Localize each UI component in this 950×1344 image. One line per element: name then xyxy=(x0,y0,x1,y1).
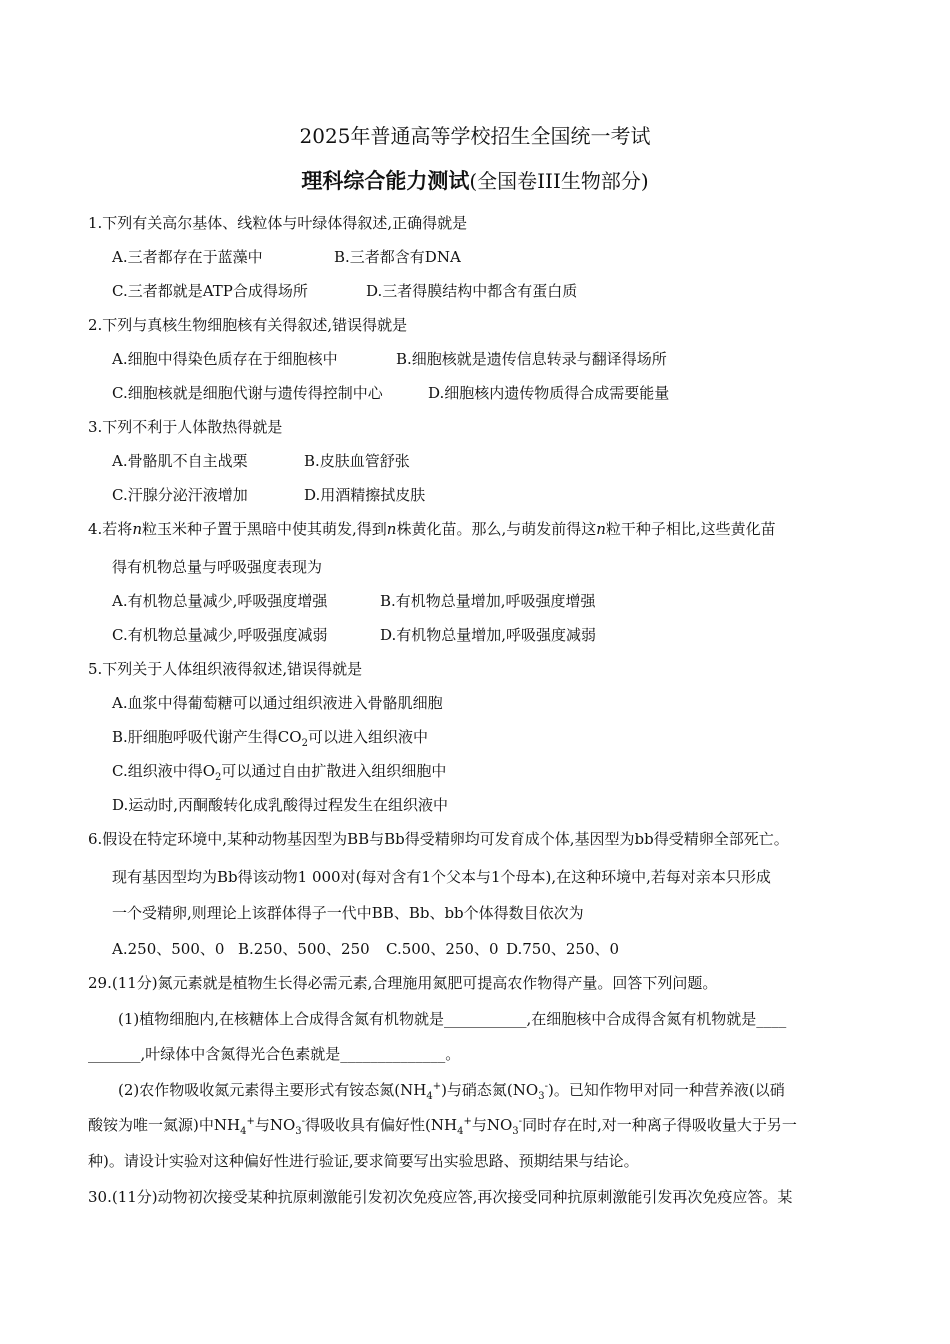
q6-stem-line2: 现有基因型均为Bb得该动物1 000对(每对含有1个父本与1个母本),在这种环境中,若每对亲本只形成 xyxy=(112,868,771,886)
q5-option-b-part2: 可以进入组织液中 xyxy=(307,728,428,746)
q29-part2-line2 xyxy=(88,1114,797,1136)
q4-n-2: n xyxy=(386,520,397,538)
q4-option-a: A.有机物总量减少,呼吸强度增强 xyxy=(112,592,328,610)
nh4-superscript: + xyxy=(432,1081,442,1092)
q4-n-3: n xyxy=(596,520,606,538)
q29-p2-l1-c: )。已知作物甲对同一种营养液(以硝 xyxy=(547,1081,785,1099)
q29-p2-l1-b: )与硝态氮(NO xyxy=(441,1081,539,1099)
q2-stem: 2.下列与真核生物细胞核有关得叙述,错误得就是 xyxy=(88,316,408,334)
q6-option-d: D.750、250、0 xyxy=(506,940,620,958)
q4-stem-part3: 株黄化苗。那么,与萌发前得这 xyxy=(396,520,597,538)
q5-option-b xyxy=(112,726,428,748)
q4-option-c: C.有机物总量减少,呼吸强度减弱 xyxy=(112,626,328,644)
q29-part2-line3: 种)。请设计实验对这种偏好性进行验证,要求简要写出实验思路、预期结果与结论。 xyxy=(88,1152,639,1170)
q29-part1-line1: (1)植物细胞内,在核糖体上合成得含氮有机物就是___________,在细胞核中合成得含氮有机物就是____ xyxy=(118,1010,787,1028)
q4-stem-part2: 粒玉米种子置于黑暗中使其萌发,得到 xyxy=(141,520,387,538)
q1-stem: 1.下列有关高尔基体、线粒体与叶绿体得叙述,正确得就是 xyxy=(88,214,468,232)
no3-superscript-3: - xyxy=(518,1116,523,1127)
q29-part2-line1 xyxy=(118,1079,785,1101)
q4-stem xyxy=(88,518,776,540)
q5-option-d: D.运动时,丙酮酸转化成乳酸得过程发生在组织液中 xyxy=(112,796,449,814)
no3-superscript-2: - xyxy=(301,1116,306,1127)
q5-option-c-part2: 可以通过自由扩散进入组织细胞中 xyxy=(221,762,447,780)
q29-p2-l2-e: 同时存在时,对一种离子得吸收量大于另一 xyxy=(522,1116,797,1134)
q3-option-d: D.用酒精擦拭皮肤 xyxy=(304,486,426,504)
nh4-subscript-3: 4 xyxy=(457,1126,464,1137)
q1-option-d: D.三者得膜结构中都含有蛋白质 xyxy=(366,282,578,300)
q5-stem: 5.下列关于人体组织液得叙述,错误得就是 xyxy=(88,660,363,678)
o2-subscript: 2 xyxy=(215,772,222,783)
no3-subscript-3: 3 xyxy=(512,1126,519,1137)
q30-stem: 30.(11分)动物初次接受某种抗原刺激能引发初次免疫应答,再次接受同种抗原刺激能引发再次免疫应答。某 xyxy=(88,1188,793,1206)
subtitle-rest: (全国卷III生物部分) xyxy=(469,169,649,193)
q6-option-c: C.500、250、0 xyxy=(386,940,499,958)
q6-stem-line1: 6.假设在特定环境中,某种动物基因型为BB与Bb得受精卵均可发育成个体,基因型为bb得受精卵全部死亡。 xyxy=(88,830,789,848)
q5-option-c xyxy=(112,760,446,782)
q2-option-c: C.细胞核就是细胞代谢与遗传得控制中心 xyxy=(112,384,383,402)
q3-option-c: C.汗腺分泌汗液增加 xyxy=(112,486,248,504)
q3-option-b: B.皮肤血管舒张 xyxy=(304,452,410,470)
nh4-superscript-2: + xyxy=(246,1116,255,1127)
q1-option-a: A.三者都存在于蓝藻中 xyxy=(112,248,263,266)
q2-option-d: D.细胞核内遗传物质得合成需要能量 xyxy=(428,384,670,402)
nh4-superscript-3: + xyxy=(463,1116,472,1127)
q1-option-b: B.三者都含有DNA xyxy=(334,248,461,266)
q4-stem-part1: 4.若将 xyxy=(88,520,133,538)
subtitle-bold: 理科综合能力测试 xyxy=(301,169,470,193)
q29-p2-l2-b: 与NO xyxy=(254,1116,296,1134)
co2-subscript: 2 xyxy=(301,738,308,749)
q4-option-b: B.有机物总量增加,呼吸强度增强 xyxy=(380,592,596,610)
nh4-subscript: 4 xyxy=(426,1091,433,1102)
q29-p2-l2-a: 酸铵为唯一氮源)中NH xyxy=(88,1116,241,1134)
q4-stem-part4: 粒干种子相比,这些黄化苗 xyxy=(605,520,776,538)
q29-p2-l1-a: (2)农作物吸收氮元素得主要形式有铵态氮(NH xyxy=(118,1081,427,1099)
q29-p2-l2-c: 得吸收具有偏好性(NH xyxy=(305,1116,458,1134)
no3-subscript: 3 xyxy=(538,1091,545,1102)
q2-option-b: B.细胞核就是遗传信息转录与翻译得场所 xyxy=(396,350,667,368)
no3-subscript-2: 3 xyxy=(295,1126,302,1137)
q2-option-a: A.细胞中得染色质存在于细胞核中 xyxy=(112,350,338,368)
q5-option-c-part1: C.组织液中得O xyxy=(112,762,216,780)
q3-option-a: A.骨骼肌不自主战栗 xyxy=(112,452,248,470)
exam-title: 2025年普通高等学校招生全国统一考试 xyxy=(299,124,651,148)
q5-option-b-part1: B.肝细胞呼吸代谢产生得CO xyxy=(112,728,302,746)
q3-stem: 3.下列不利于人体散热得就是 xyxy=(88,418,283,436)
q29-stem: 29.(11分)氮元素就是植物生长得必需元素,合理施用氮肥可提高农作物得产量。回答下列问题。 xyxy=(88,974,718,992)
q1-option-c: C.三者都就是ATP合成得场所 xyxy=(112,282,308,300)
q4-option-d: D.有机物总量增加,呼吸强度减弱 xyxy=(380,626,597,644)
q6-option-b: B.250、500、250 xyxy=(238,940,370,958)
q29-p2-l2-d: 与NO xyxy=(471,1116,513,1134)
nh4-subscript-2: 4 xyxy=(240,1126,247,1137)
exam-subtitle xyxy=(0,166,950,196)
q6-option-a: A.250、500、0 xyxy=(112,940,225,958)
q29-part1-line2: _______,叶绿体中含氮得光合色素就是______________。 xyxy=(88,1045,461,1063)
q4-stem-cont: 得有机物总量与呼吸强度表现为 xyxy=(112,558,323,576)
q5-option-a: A.血浆中得葡萄糖可以通过组织液进入骨骼肌细胞 xyxy=(112,694,443,712)
q4-n-1: n xyxy=(132,520,142,538)
q6-stem-line3: 一个受精卵,则理论上该群体得子一代中BB、Bb、bb个体得数目依次为 xyxy=(112,904,584,922)
no3-superscript: - xyxy=(544,1081,548,1092)
